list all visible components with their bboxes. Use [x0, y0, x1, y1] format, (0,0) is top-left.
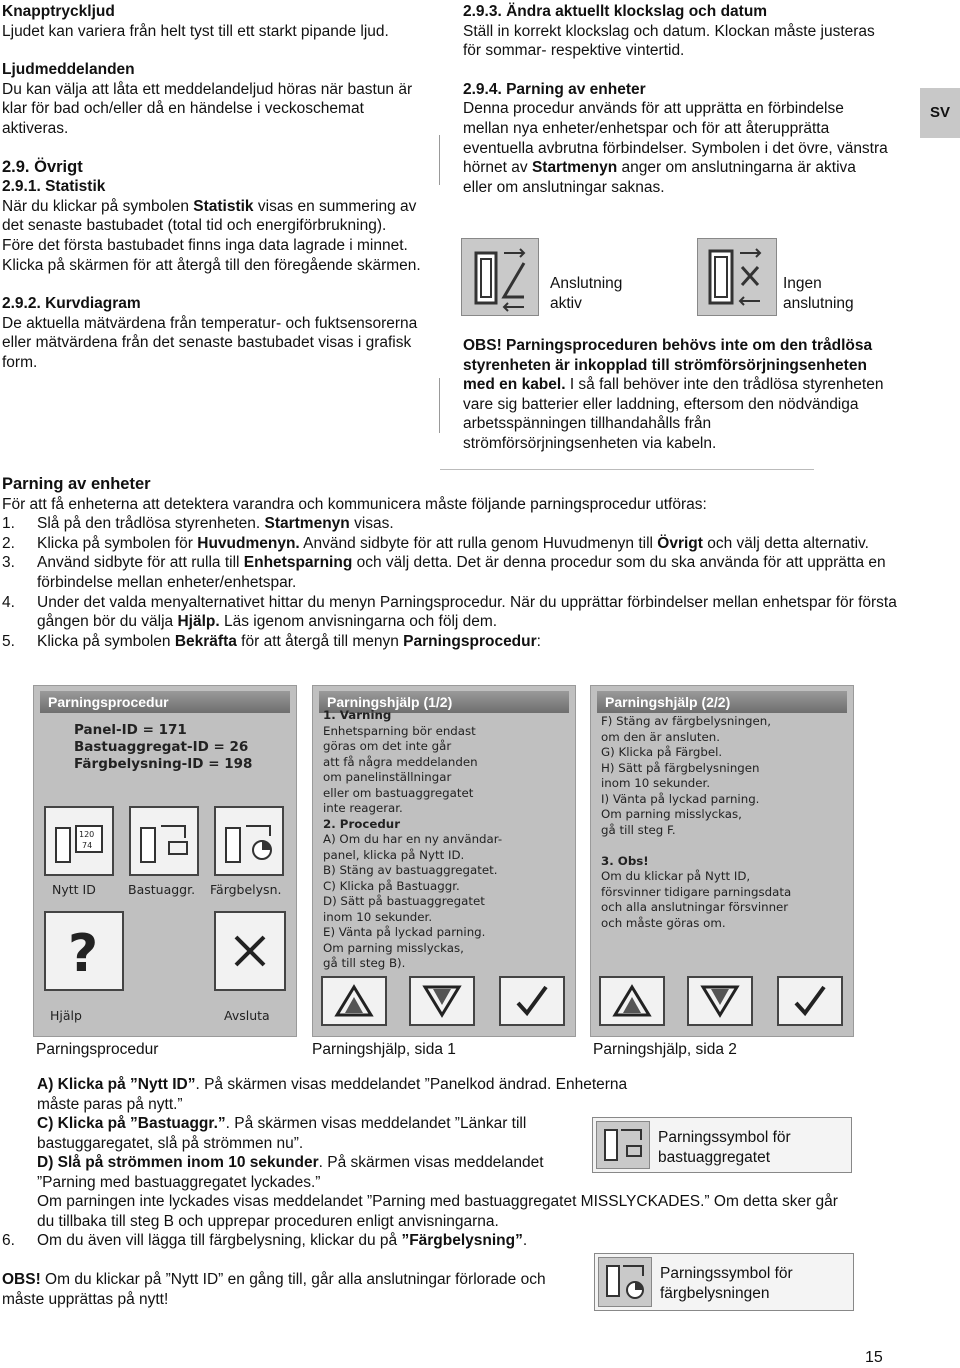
- column-divider: [439, 378, 440, 433]
- step-number: 4.: [2, 593, 15, 611]
- screen-title: Parningshjälp (1/2): [319, 691, 569, 713]
- screen-title: Parningsprocedur: [40, 691, 290, 713]
- help-line: A) Om du har en ny användar-: [323, 832, 503, 846]
- step-text: Klicka på symbolen för: [37, 534, 198, 552]
- heading-statistik: 2.9.1. Statistik: [2, 178, 106, 196]
- step-text: Använd sidbyte för att rulla till: [37, 554, 244, 572]
- step-text: Bekräfta: [174, 632, 237, 650]
- help-line: G) Klicka på Färgbel.: [601, 745, 723, 759]
- step-item: [2, 593, 902, 632]
- next-page-button[interactable]: [409, 976, 475, 1026]
- text-intro: För att få enheterna att detektera varandra och kommunicera måste följande parningsprocedur utföras:: [2, 495, 707, 513]
- step-6-text: 6. Om du även vill lägga till färgbelysning, klickar du på ”Färgbelysning”.: [2, 1232, 528, 1249]
- step-a-text: A) Klicka på ”Nytt ID”. På skärmen visas meddelandet ”Panelkod ändrad. Enheterna måste paras på nytt.”: [37, 1076, 628, 1113]
- step-text: Huvudmenyn.: [197, 534, 300, 552]
- help-line: inom 10 sekunder.: [323, 909, 433, 924]
- confirm-checkmark-button[interactable]: [777, 976, 843, 1026]
- step-item: [2, 632, 902, 652]
- connection-none-icon: [697, 238, 777, 316]
- confirm-checkmark-button[interactable]: [499, 976, 565, 1026]
- step-number: 3.: [2, 554, 15, 572]
- step-text: Parningsprocedur: [403, 632, 537, 650]
- language-tab: SV: [920, 88, 960, 138]
- help-line: och alla anslutningar försvinner: [601, 900, 789, 914]
- text-kurvdiagram: De aktuella mätvärdena från temperatur- och fuktsensorerna eller mätvärdena från det senaste bastubadet visas i grafisk form.: [2, 314, 418, 371]
- label-pairing-bastu: Parningssymbol för bastuaggregatet: [658, 1129, 791, 1166]
- step-item: [2, 514, 902, 534]
- label-fargbelysn: Färgbelysn.: [210, 882, 282, 897]
- svg-text:74: 74: [82, 841, 93, 850]
- column-divider: [439, 135, 440, 185]
- step-text: Använd sidbyte för att rulla genom Huvudmenyn till: [299, 534, 658, 552]
- step-text: Startmenyn: [264, 515, 350, 533]
- help-line: göras om det inte går: [323, 739, 452, 753]
- help-line: 1. Varning: [323, 708, 392, 722]
- help-line: Om du klickar på Nytt ID,: [601, 869, 751, 883]
- label-connection-none: Ingen anslutning: [783, 275, 854, 312]
- main-section: [2, 475, 902, 651]
- help-line: D) Sätt på bastuaggregatet: [323, 894, 485, 908]
- previous-page-button[interactable]: [321, 976, 387, 1026]
- help-line: Om parning misslyckas,: [323, 940, 464, 955]
- obs-paragraph: OBS! Parningsproceduren behövs inte om den trådlösa styrenheten är inkopplad till strömförsörjningsenheten med en kabel. I så fall behöver inte den trådlösa styrenheten vare sig batterier eller laddning, eftersom den nödvändiga arbetsspänningen tillhandahålls från strömförsörjningsenheten via kabeln.: [463, 337, 884, 452]
- step-number: 1.: [2, 515, 15, 533]
- step-c-text: C) Klicka på ”Bastuaggr.”. På skärmen visas meddelandet ”Länkar till bastuggaregatet, slå på strömmen nu”.: [37, 1115, 527, 1152]
- right-column: [463, 2, 888, 197]
- step-text: :: [536, 632, 541, 650]
- heading-kurvdiagram: 2.9.2. Kurvdiagram: [2, 295, 141, 313]
- label-connection-active: Anslutning aktiv: [550, 275, 623, 312]
- text-knapptryckljud: Ljudet kan variera från helt tyst till ett starkt pipande ljud.: [2, 22, 389, 40]
- step-number: 5.: [2, 632, 15, 650]
- step-text: Slå på den trådlösa styrenheten.: [37, 515, 265, 533]
- help-line: om panelinställningar: [323, 770, 452, 784]
- screen-parningsprocedur: [33, 685, 297, 1037]
- step-item: [2, 553, 902, 592]
- step-text: Under det valda menyalternativet hittar du menyn Parningsprocedur. När du upprättar förbindelser mellan enhetspar för första gången bör du välja: [37, 593, 897, 631]
- help-icon[interactable]: [44, 911, 124, 991]
- fargbelysning-icon[interactable]: [214, 806, 284, 876]
- step-text: Klicka på symbolen: [37, 632, 175, 650]
- help-line: E) Vänta på lyckad parning.: [323, 925, 486, 939]
- help-line: Enhetsparning bör endast: [323, 723, 476, 738]
- text-ljudmeddelanden: Du kan välja att låta ett meddelandeljud höras när bastun är klar för bad och/eller då en händelse i veckoschemat aktiveras.: [2, 80, 413, 137]
- step-number: 2.: [2, 534, 15, 552]
- step-text: Hjälp.: [177, 613, 220, 631]
- close-icon[interactable]: [214, 911, 286, 991]
- help-line: om den är ansluten.: [601, 729, 720, 744]
- pairing-symbol-box-farg: [594, 1253, 854, 1311]
- step-text: Läs igenom anvisningarna och följ dem.: [219, 613, 498, 631]
- nytt-id-icon[interactable]: [44, 806, 114, 876]
- bastuaggregat-icon[interactable]: [129, 806, 199, 876]
- heading-klockslag: 2.9.3. Ändra aktuellt klockslag och datum: [463, 3, 768, 20]
- step-text: och välj detta alternativ.: [702, 534, 869, 552]
- pairing-symbol-box-bastu: [592, 1117, 852, 1173]
- help-line: gå till steg F.: [601, 822, 676, 837]
- text-statistik: När du klickar på symbolen Statistik visas en summering av det senaste bastubadet (total tid och energiförbrukning). Före det första bastubadet finns inga data lagrade i minnet. Klicka på skärmen för att återgå till den föregående skärmen.: [2, 197, 421, 274]
- help-line: 2. Procedur: [323, 816, 401, 831]
- help-line: gå till steg B).: [323, 956, 406, 970]
- step-d-text: D) Slå på strömmen inom 10 sekunder. På skärmen visas meddelandet ”Parning med bastuaggregatet lyckades.”: [37, 1154, 544, 1191]
- step-text: för att återgå till menyn: [236, 632, 404, 650]
- help-line: eller om bastuaggregatet: [323, 785, 474, 800]
- screen-parningshjalp-2: [590, 685, 854, 1037]
- label-nytt-id: Nytt ID: [52, 882, 96, 897]
- caption-parningsprocedur: Parningsprocedur: [36, 1041, 159, 1058]
- help-line: C) Klicka på Bastuaggr.: [323, 878, 460, 893]
- help-line: F) Stäng av färgbelysningen,: [601, 714, 772, 728]
- heading-ovrigt: 2.9. Övrigt: [2, 157, 83, 176]
- help-line: inom 10 sekunder.: [601, 776, 711, 790]
- heading-ljudmeddelanden: Ljudmeddelanden: [2, 61, 135, 79]
- caption-parningshjalp-1: Parningshjälp, sida 1: [312, 1041, 456, 1058]
- help-line: [601, 838, 845, 854]
- help-line: H) Sätt på färgbelysningen: [601, 760, 760, 775]
- previous-page-button[interactable]: [599, 976, 665, 1026]
- screen-parningshjalp-1: [312, 685, 576, 1037]
- help-line: och måste göras om.: [601, 915, 726, 930]
- text-parning: Denna procedur används för att upprätta en förbindelse mellan nya enheter/enhetspar och för att återupprätta eventuella avbrutna förbindelser. Symbolen i det övre, vänstra hörnet av Startmenyn anger om anslutningarna är aktiva eller om anslutningar saknas.: [463, 100, 888, 196]
- heading-knapptryckljud: Knapptryckljud: [2, 3, 115, 20]
- svg-text:?: ?: [68, 924, 99, 984]
- obs-new-id-text: OBS! Om du klickar på ”Nytt ID” en gång till, går alla anslutningar förlorade och måste upprättas på nytt!: [2, 1271, 546, 1308]
- text-klockslag: Ställ in korrekt klockslag och datum. Klockan måste justeras för sommar- respektive vintertid.: [463, 22, 875, 60]
- step-text: Enhetsparning: [243, 554, 353, 572]
- step-text: Övrigt: [657, 534, 703, 552]
- fargbelysning-pairing-icon: [598, 1257, 652, 1307]
- help-line: 3. Obs!: [601, 853, 649, 868]
- next-page-button[interactable]: [687, 976, 753, 1026]
- help-line: panel, klicka på Nytt ID.: [323, 847, 465, 862]
- screen-id-list: Panel-ID = 171 Bastuaggregat-ID = 26 Färgbelysning-ID = 198: [74, 722, 253, 772]
- heading-parning: 2.9.4. Parning av enheter: [463, 80, 646, 98]
- section-divider: [440, 469, 814, 470]
- step-text: och välj detta. Det är denna procedur som du ska använda för att upprätta en förbindelse mellan enheter/enhetspar.: [37, 554, 886, 591]
- help-line: att få några meddelanden: [323, 754, 478, 769]
- screen-help-text: [323, 708, 567, 972]
- help-line: försvinner tidigare parningsdata: [601, 884, 792, 899]
- help-line: inte reagerar.: [323, 801, 403, 815]
- svg-text:120: 120: [79, 830, 95, 839]
- label-hjalp: Hjälp: [50, 1008, 82, 1023]
- left-column: [2, 2, 422, 373]
- step-text: visas.: [349, 515, 394, 533]
- caption-parningshjalp-2: Parningshjälp, sida 2: [593, 1041, 737, 1058]
- steps-list: [2, 514, 902, 651]
- bastuaggregat-pairing-icon: [596, 1121, 650, 1169]
- help-line: B) Stäng av bastuaggregatet.: [323, 863, 498, 877]
- label-avsluta: Avsluta: [224, 1008, 270, 1023]
- heading-parning-av-enheter: Parning av enheter: [2, 475, 151, 493]
- step-item: [2, 534, 902, 554]
- help-line: Om parning misslyckas,: [601, 807, 742, 821]
- fail-text: Om parningen inte lyckades visas meddelandet ”Parning med bastuaggregatet MISSLYCKADES.” Om detta sker går du tillbaka till steg B och upprepar proceduren enligt anvisningarna.: [37, 1193, 838, 1230]
- help-line: I) Vänta på lyckad parning.: [601, 791, 760, 806]
- page-number: 15: [865, 1349, 883, 1366]
- connection-active-icon: [461, 238, 539, 316]
- screen-title: Parningshjälp (2/2): [597, 691, 847, 713]
- label-bastuaggr: Bastuaggr.: [128, 882, 196, 897]
- label-pairing-farg: Parningssymbol för färgbelysningen: [660, 1265, 793, 1302]
- screen-help-text: [601, 714, 845, 931]
